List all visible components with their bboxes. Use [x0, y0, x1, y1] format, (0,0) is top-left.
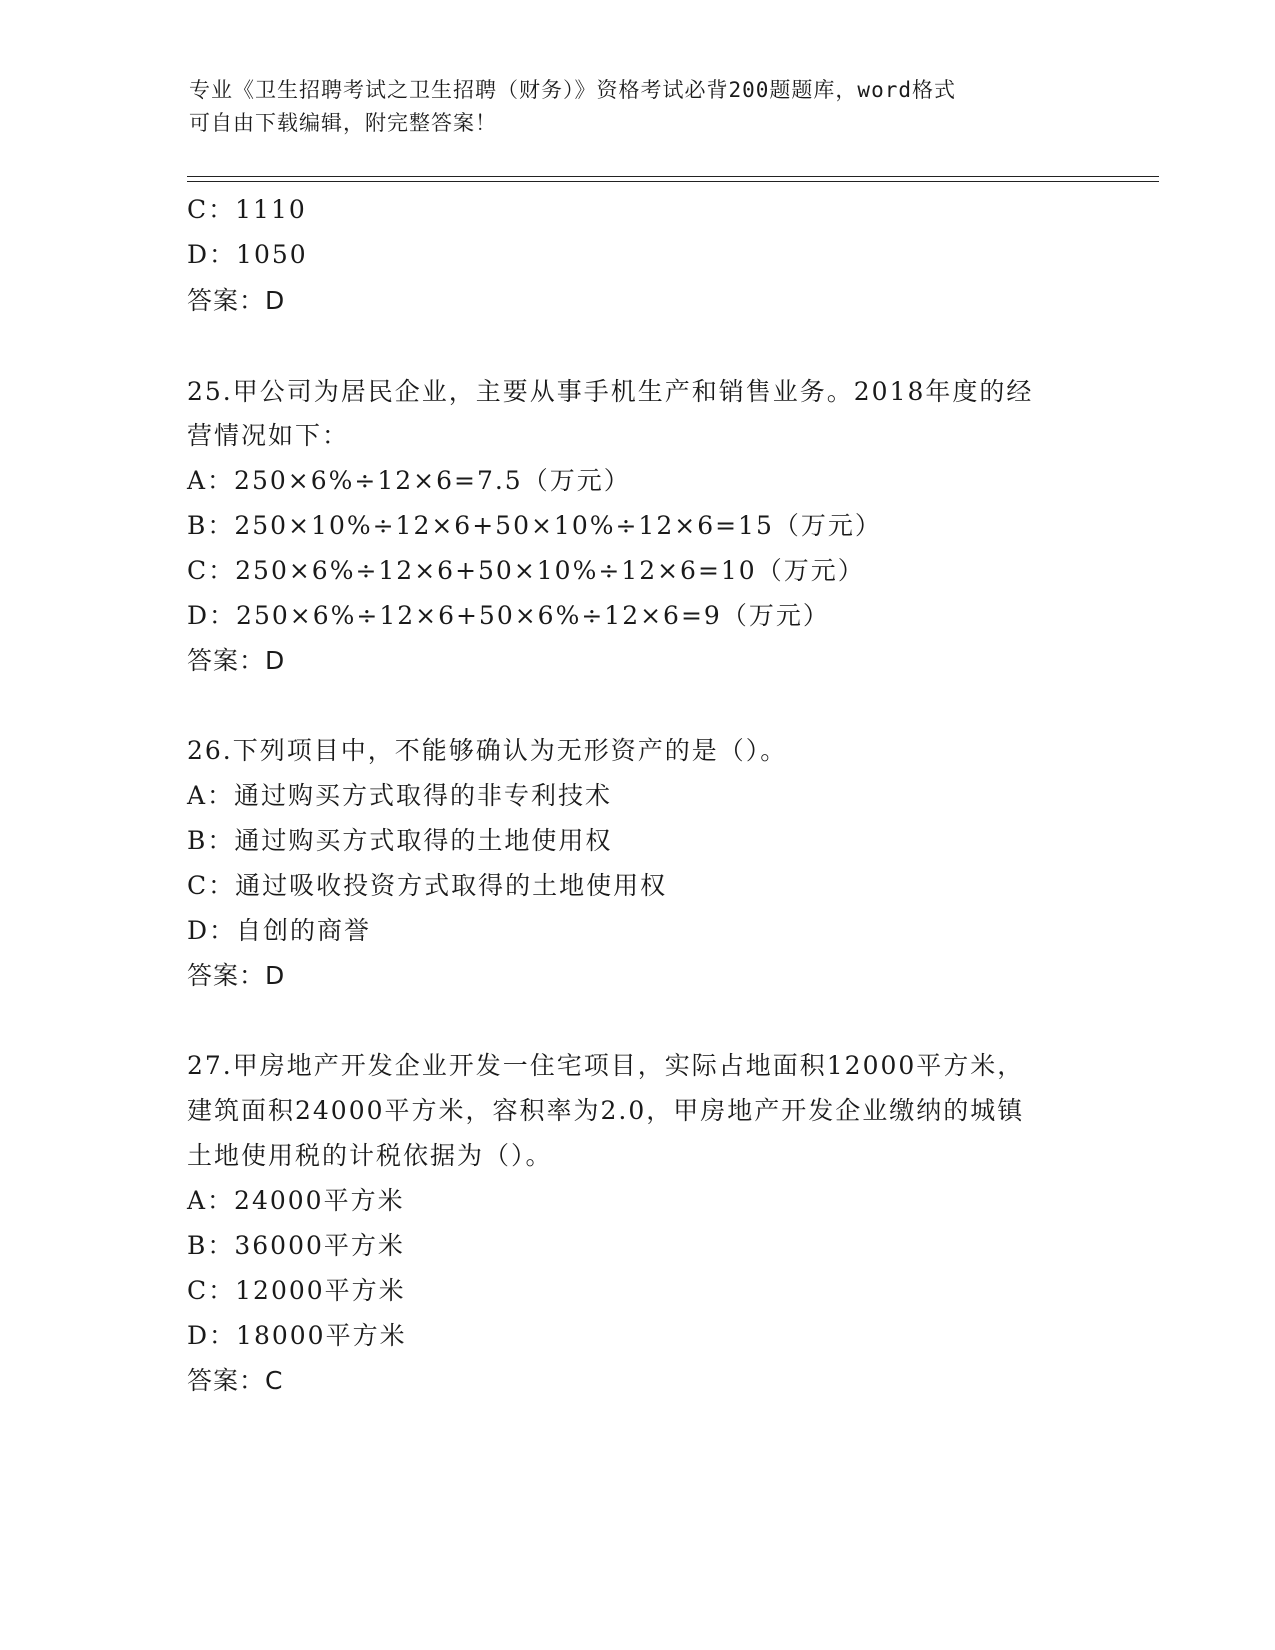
- q26-answer: 答案：D: [187, 961, 286, 990]
- q27-option-d: D：18000平方米: [187, 1321, 407, 1350]
- q27-option-b: B：36000平方米: [187, 1231, 405, 1260]
- q26-text-line-1: 26.下列项目中，不能够确认为无形资产的是（）。: [187, 736, 788, 765]
- q25-option-d: D：250×6%÷12×6+50×6%÷12×6=9（万元）: [187, 601, 830, 630]
- prev-option-c: C：1110: [187, 195, 307, 224]
- q25-answer: 答案：D: [187, 646, 286, 675]
- q25-option-a: A：250×6%÷12×6=7.5（万元）: [187, 466, 631, 495]
- header-title-line-2: 可自由下载编辑，附完整答案！: [189, 111, 497, 135]
- q26-option-a: A：通过购买方式取得的非专利技术: [187, 781, 613, 810]
- q27-answer: 答案：C: [187, 1366, 284, 1395]
- document-header: [189, 74, 1089, 140]
- header-divider-bottom: [187, 181, 1159, 182]
- q25-option-c: C：250×6%÷12×6+50×10%÷12×6=10（万元）: [187, 556, 865, 585]
- prev-answer: 答案：D: [187, 286, 286, 315]
- q26-option-d: D：自创的商誉: [187, 916, 372, 945]
- q26-option-c: C：通过吸收投资方式取得的土地使用权: [187, 871, 668, 900]
- q25-text-line-2: 营情况如下：: [187, 421, 350, 450]
- q27-option-a: A：24000平方米: [187, 1186, 405, 1215]
- q27-text-line-2: 建筑面积24000平方米，容积率为2.0，甲房地产开发企业缴纳的城镇: [187, 1096, 1025, 1125]
- q27-option-c: C：12000平方米: [187, 1276, 406, 1305]
- q27-text-line-3: 土地使用税的计税依据为（）。: [187, 1141, 553, 1170]
- q27-text-line-1: 27.甲房地产开发企业开发一住宅项目，实际占地面积12000平方米，: [187, 1051, 1025, 1080]
- q25-option-b: B：250×10%÷12×6+50×10%÷12×6=15（万元）: [187, 511, 882, 540]
- header-divider-top: [187, 176, 1159, 177]
- q25-text-line-1: 25.甲公司为居民企业，主要从事手机生产和销售业务。2018年度的经: [187, 377, 1034, 406]
- q26-option-b: B：通过购买方式取得的土地使用权: [187, 826, 613, 855]
- prev-option-d: D：1050: [187, 240, 308, 269]
- header-title-line-1: 专业《卫生招聘考试之卫生招聘（财务）》资格考试必背200题题库，word格式: [189, 78, 956, 102]
